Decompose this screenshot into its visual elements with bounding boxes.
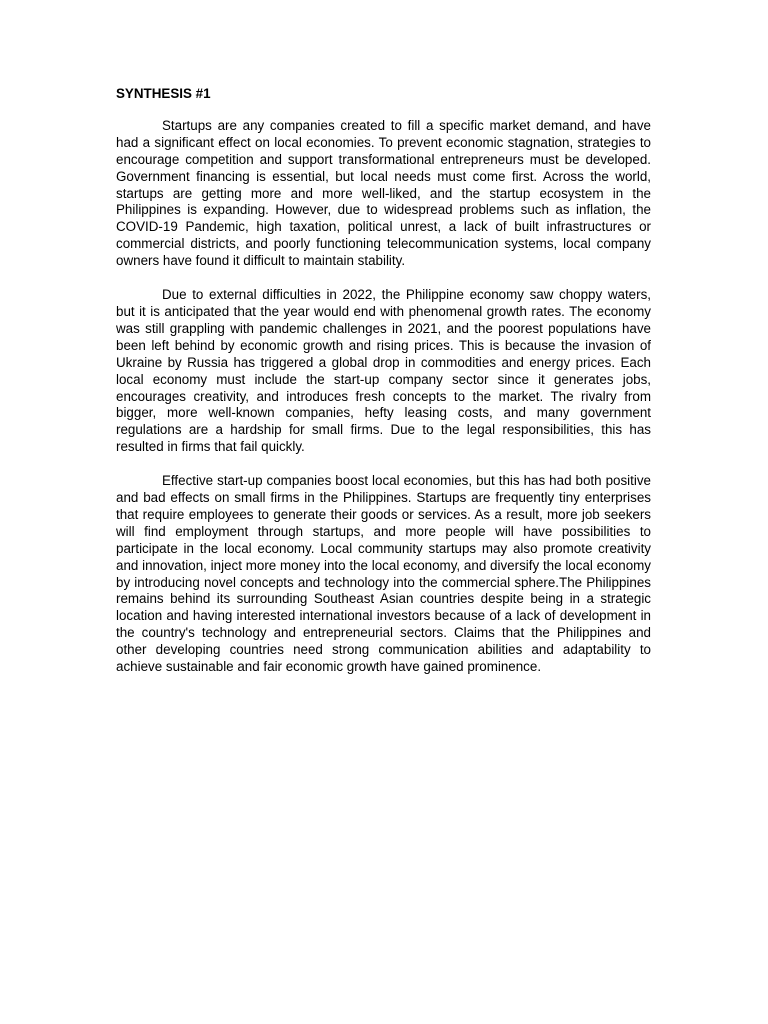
document-heading: SYNTHESIS #1 [116, 86, 211, 101]
document-body [116, 86, 651, 693]
paragraph-1: Startups are any companies created to fill a specific market demand, and have had a significant effect on local economies. To prevent economic stagnation, strategies to encourage competition and support transformational entrepreneurs must be developed. Government financing is essential, but local needs must come first. Across the world, startups are getting more and more well-liked, and the startup ecosystem in the Philippines is expanding. However, due to widespread problems such as inflation, the COVID-19 Pandemic, high taxation, political unrest, a lack of built infrastructures or commercial districts, and poorly functioning telecommunication systems, local company owners have found it difficult to maintain stability. [116, 117, 651, 269]
paragraph-3: Effective start-up companies boost local economies, but this has had both positive and bad effects on small firms in the Philippines. Startups are frequently tiny enterprises that require employees to generate their goods or services. As a result, more job seekers will find employment through startups, and more people will have possibilities to participate in the local economy. Local community startups may also promote creativity and innovation, inject more money into the local economy, and diversify the local economy by introducing novel concepts and technology into the commercial sphere.The Philippines remains behind its surrounding Southeast Asian countries despite being in a strategic location and having interested international investors because of a lack of development in the country's technology and entrepreneurial sectors. Claims that the Philippines and other developing countries need strong communication abilities and adaptability to achieve sustainable and fair economic growth have gained prominence. [116, 473, 651, 675]
paragraph-2: Due to external difficulties in 2022, the Philippine economy saw choppy waters, but it is anticipated that the year would end with phenomenal growth rates. The economy was still grappling with pandemic challenges in 2021, and the poorest populations have been left behind by economic growth and rising prices. This is because the invasion of Ukraine by Russia has triggered a global drop in commodities and energy prices. Each local economy must include the start-up company sector since it generates jobs, encourages creativity, and introduces fresh concepts to the market. The rivalry from bigger, more well-known companies, hefty leasing costs, and many government regulations are a hardship for small firms. Due to the legal responsibilities, this has resulted in firms that fail quickly. [116, 287, 651, 455]
